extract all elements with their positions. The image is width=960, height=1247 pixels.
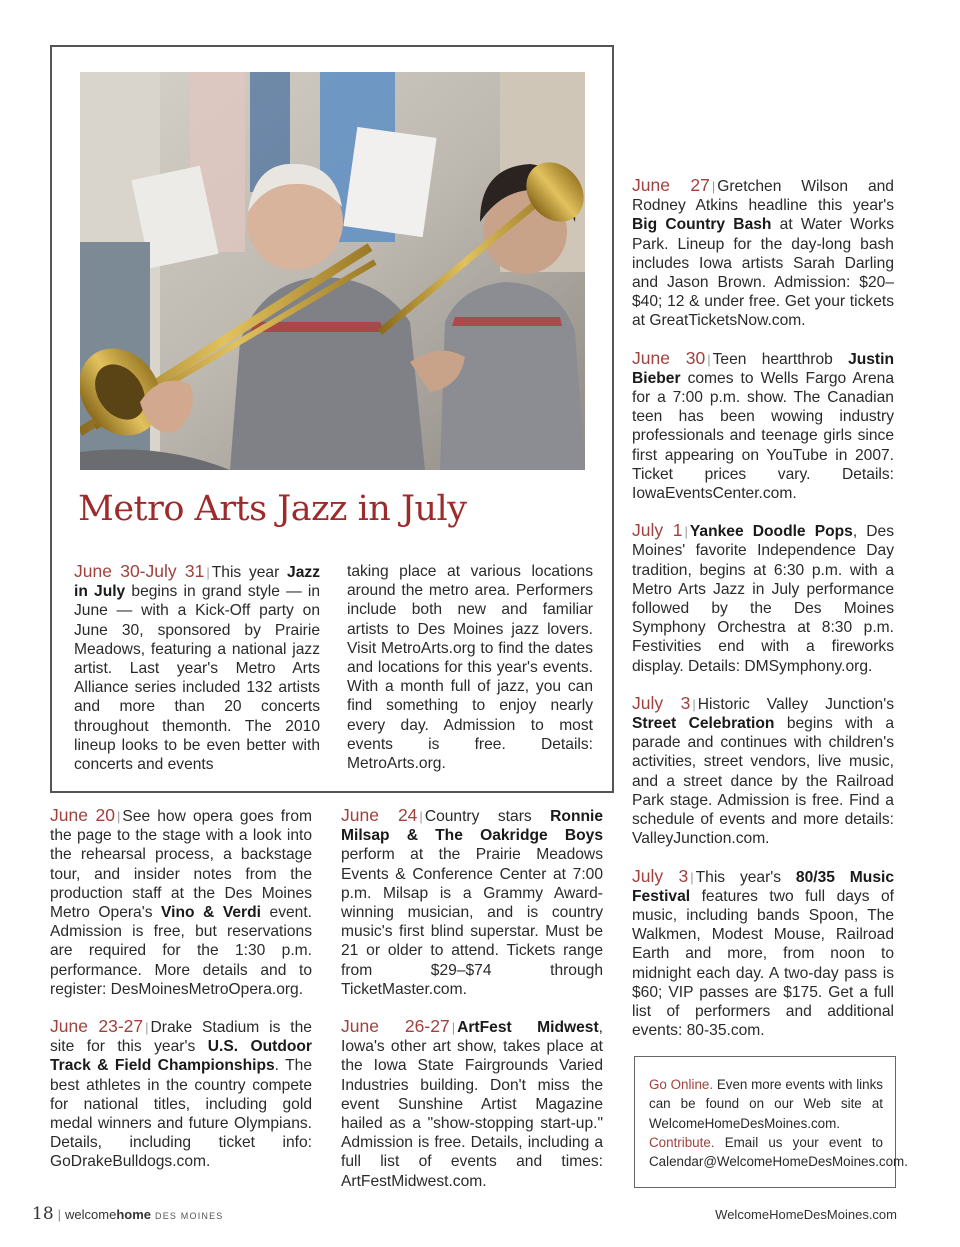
divider: | xyxy=(451,1020,456,1036)
event-date: June 24 xyxy=(341,805,418,825)
event-name: U.S. Outdoor Track & Field Championships xyxy=(50,1038,313,1075)
divider: | xyxy=(707,351,711,367)
feature-column-1 xyxy=(74,562,320,774)
divider: | xyxy=(117,809,121,824)
event-item xyxy=(341,1017,603,1191)
event-item xyxy=(50,806,312,999)
text: This year's xyxy=(695,868,796,886)
event-item xyxy=(632,349,894,504)
footer-website: WelcomeHomeDesMoines.com xyxy=(715,1207,897,1222)
divider: | xyxy=(206,565,210,580)
text: at Water Works Park. Lineup for the day-long bash includes Iowa artists Sarah Darling and Jason Brown. Admission: $20–$40; 12 & under free. Get your tickets at GreatTicketsNow.com. xyxy=(632,216,894,330)
event-item xyxy=(632,176,894,331)
text: Country stars xyxy=(424,808,551,825)
text: features two full days of music, including bands Spoon, The Walkmen, Modest Mouse, Railroad Earth and more, from noon to midnight each day. A two-day pass is $60; VIP passes are $175. Get a full list of performers and additional events: 80-35.com. xyxy=(632,887,894,1040)
go-online-box xyxy=(634,1056,908,1188)
event-name: Jazz in July xyxy=(74,564,320,601)
events-column-right xyxy=(632,176,894,1040)
event-date: June 27 xyxy=(632,175,710,195)
contribute-paragraph xyxy=(649,1133,908,1172)
text: Teen heartthrob xyxy=(712,350,849,368)
event-name: Justin Bieber xyxy=(632,350,894,387)
brand-welcome: welcome xyxy=(65,1207,117,1222)
event-date: June 20 xyxy=(50,805,116,825)
text: See how opera goes from the page to the stage with a look into the rehearsal process, a backstage tour, and insider notes from the production staff at the Des Moines Metro Opera's xyxy=(50,808,312,922)
feature-paragraph-1 xyxy=(74,562,320,774)
go-online-paragraph xyxy=(649,1075,883,1133)
event-date: July 3 xyxy=(632,865,689,886)
event-date: July 1 xyxy=(632,520,683,541)
text: Drake Stadium is the site for this year's xyxy=(50,1019,312,1056)
event-date: June 26-27 xyxy=(341,1016,450,1037)
footer-left xyxy=(32,1204,224,1224)
contribute-label: Contribute. xyxy=(649,1134,715,1150)
events-column-left xyxy=(50,806,312,1172)
brand-city: DES MOINES xyxy=(155,1211,224,1221)
event-date: July 3 xyxy=(632,692,691,713)
page-number: 18 xyxy=(32,1204,54,1224)
text: begins in grand style — in June — with a Kick-Off party on June 30, sponsored by Prairie Meadows, featuring a national jazz artist. Last year's Metro Arts Alliance series included 132 artists and more than 20 concerts throughout themonth. The 2010 lineup looks to be even better with concerts and events xyxy=(74,583,320,774)
brand-home: home xyxy=(116,1207,151,1222)
events-column-middle xyxy=(341,806,603,1191)
event-item xyxy=(632,694,894,849)
text: begins with a parade and continues with children's activities, street vendors, live music, and a street dance by the Railroad Park stage. Admission is free. Find a schedule of events and more details: ValleyJunction.com. xyxy=(632,715,894,848)
divider: | xyxy=(419,809,423,824)
event-name: ArtFest Midwest xyxy=(457,1019,599,1037)
event-name: Ronnie Milsap & The Oakridge Boys xyxy=(341,808,603,845)
divider: | xyxy=(711,179,716,194)
text: This year xyxy=(211,564,288,581)
text: Gretchen Wilson and Rodney Atkins headline this year's xyxy=(632,178,894,215)
divider: | xyxy=(690,869,694,885)
feature-column-2 xyxy=(347,562,593,773)
text: comes to Wells Fargo Arena for a 7:00 p.m. show. The Canadian teen has been wowing industry professionals and teenage girls since first appearing on YouTube in 2007. Ticket prices vary. Details: IowaEventsCenter.com. xyxy=(632,369,894,503)
go-online-label: Go Online. xyxy=(649,1077,714,1092)
go-online-text: Even more events with links can be found on our Web site at WelcomeHomeDesMoines.com. xyxy=(649,1077,883,1131)
event-name: Vino & Verdi xyxy=(161,904,261,922)
event-date: June 30-July 31 xyxy=(74,561,205,581)
feature-title: Metro Arts Jazz in July xyxy=(78,489,467,529)
text: , Iowa's other art show, takes place at the Iowa State Fairgrounds Varied Industries building. Don't miss the event Sunshine Artist Magazine hailed as a "show-stopping start-up." Admission is free. Details, including a full list of events and times: ArtFestMidwest.com. xyxy=(341,1019,603,1190)
text: Historic Valley Junction's xyxy=(697,695,894,713)
text: event. Admission is free, but reservations are required for the 1:30 p.m. performance. More details and to register: DesMoinesMetroOpera.org. xyxy=(50,904,313,998)
event-item xyxy=(341,806,603,999)
divider: | xyxy=(684,524,688,540)
contribute-text: Email us your event to Calendar@WelcomeHomeDesMoines.com. xyxy=(649,1134,908,1170)
divider: | xyxy=(145,1020,149,1036)
event-item xyxy=(50,1017,312,1172)
event-date: June 30 xyxy=(632,347,706,368)
text: . The best athletes in the country compete for national titles, including gold medal winners and future Olympians. Details, including ticket info: GoDrakeBulldogs.com. xyxy=(50,1057,312,1171)
text: perform at the Prairie Meadows Events & Conference Center at 7:00 p.m. Milsap is a Grammy Award-winning musician, and is country music's first blind superstar. Must be 21 or older to attend. Tickets range from $29–$74 through TicketMaster.com. xyxy=(341,846,603,998)
event-name: Big Country Bash xyxy=(632,216,772,234)
event-item xyxy=(632,521,894,676)
event-name: Street Celebration xyxy=(632,715,775,733)
divider: | xyxy=(57,1207,62,1222)
event-item xyxy=(632,867,894,1041)
event-date: June 23-27 xyxy=(50,1016,144,1037)
event-name: Yankee Doodle Pops xyxy=(689,523,853,541)
feature-paragraph-2: taking place at various locations around the metro area. Performers include both new and familiar artists to Des Moines jazz lovers. Visit MetroArts.org to find the dates and locations for this year's events. With a month full of jazz, you can find something to enjoy nearly every day. Admission to most events is free. Details: MetroArts.org. xyxy=(347,563,593,773)
trombone-players-photo xyxy=(80,72,585,470)
divider: | xyxy=(692,696,696,712)
feature-box xyxy=(50,45,614,793)
text: , Des Moines' favorite Independence Day tradition, begins at 6:30 p.m. with a Metro Arts Jazz in July performance followed by the Des Moines Symphony Orchestra at 8:30 p.m. Festivities end with a fireworks display. Details: DMSymphony.org. xyxy=(632,523,894,675)
event-name: 80/35 Music Festival xyxy=(632,868,894,905)
